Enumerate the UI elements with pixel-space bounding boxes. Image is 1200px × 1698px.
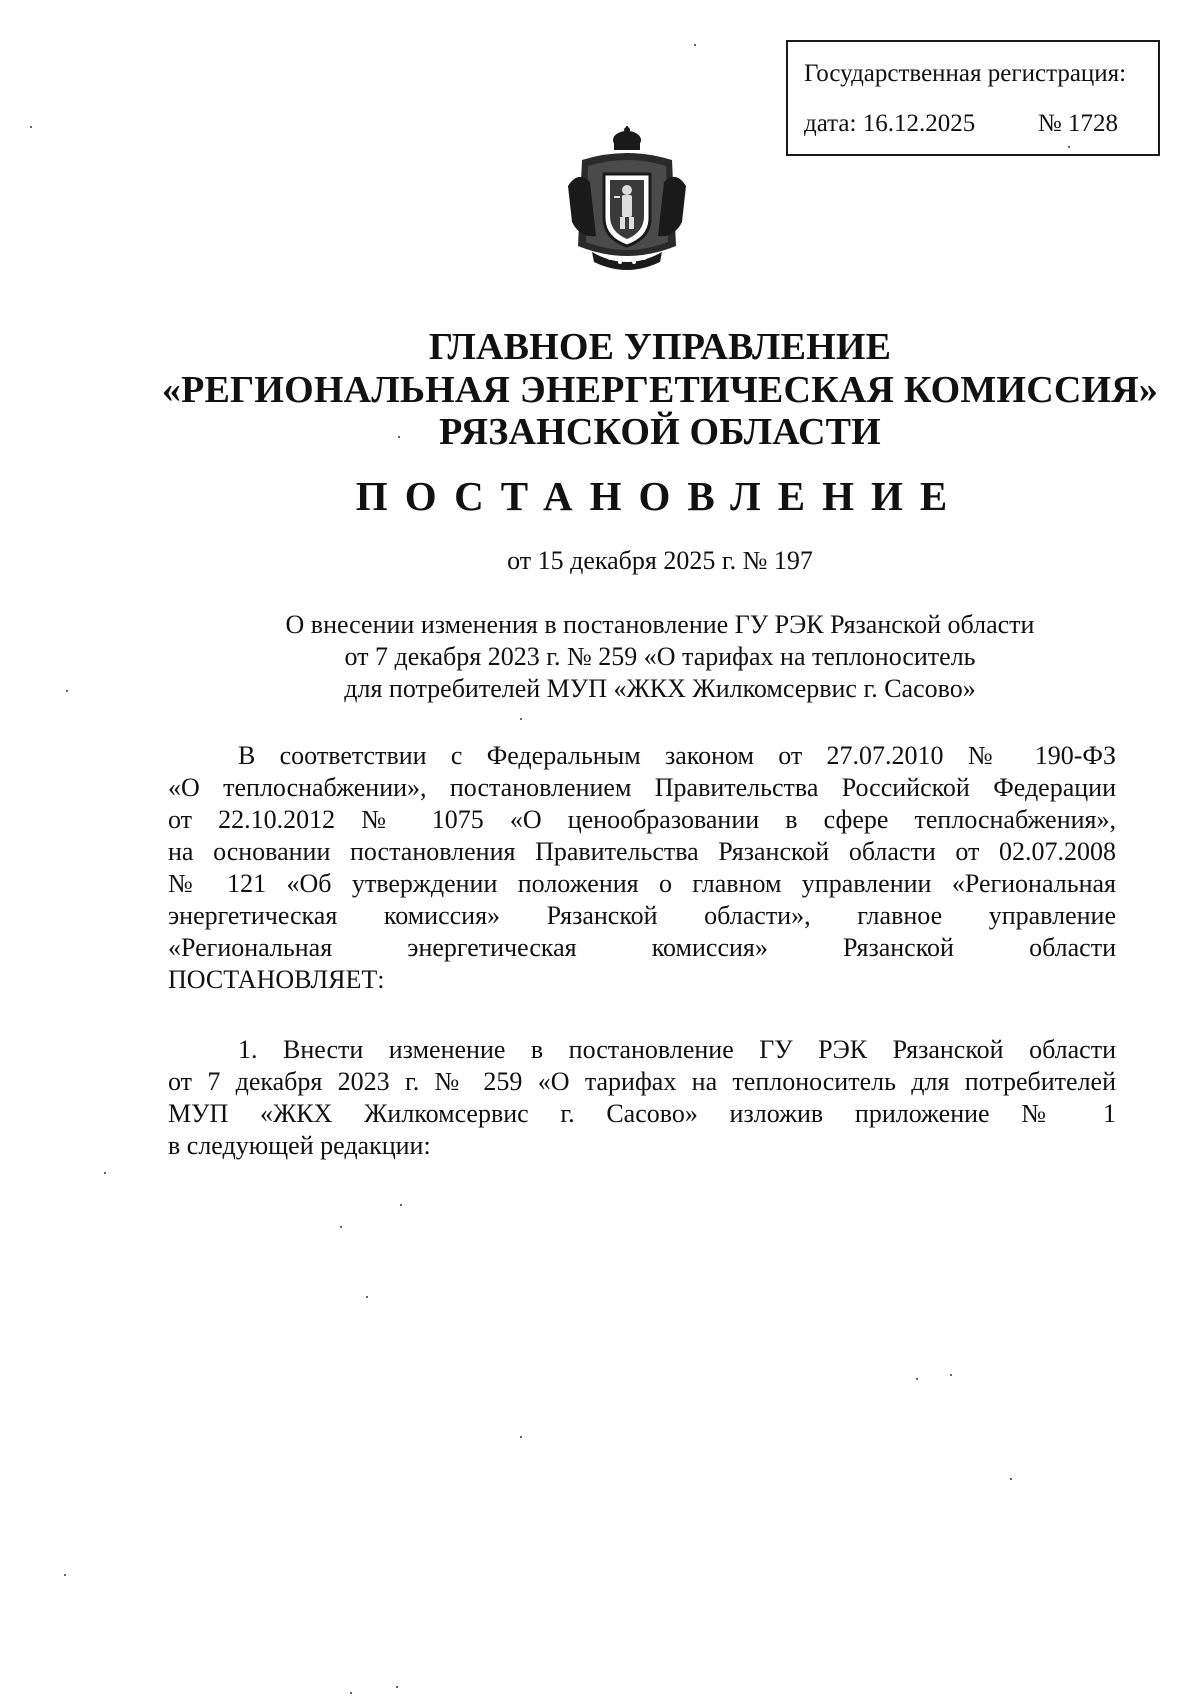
document-date-number: от 15 декабря 2025 г. № 197 (507, 546, 813, 575)
scan-speck (30, 126, 32, 128)
scan-speck (1010, 1478, 1012, 1480)
paragraph-line: «Региональная энергетическая комиссия» Рязанской области (168, 933, 1116, 962)
paragraph-line: на основании постановления Правительства Рязанской области от 02.07.2008 (168, 837, 1116, 866)
scan-speck (520, 718, 522, 720)
scan-speck (520, 1436, 522, 1438)
scan-speck (340, 1226, 342, 1228)
registration-title: Государственная регистрация: (804, 60, 1127, 87)
paragraph-line: от 22.10.2012 № 1075 «О ценообразовании в сфере теплоснабжения», (168, 805, 1116, 834)
scan-speck (66, 690, 68, 692)
scan-speck (104, 1172, 106, 1174)
scan-speck (350, 1692, 352, 1694)
paragraph-line: В соответствии с Федеральным законом от 27.07.2010 № 190-ФЗ (238, 741, 1116, 770)
scan-speck (400, 1204, 402, 1206)
paragraph-line: энергетическая комиссия» Рязанской области», главное управление (168, 901, 1116, 930)
paragraph-line: в следующей редакции: (168, 1131, 431, 1160)
scan-speck (950, 1374, 952, 1376)
registration-number: № 1728 (1037, 110, 1118, 137)
scan-speck (396, 1686, 398, 1688)
subject-line: для потребителей МУП «ЖКХ Жилкомсервис г. Сасово» (344, 674, 976, 703)
scan-speck (694, 44, 696, 46)
scan-speck (64, 1574, 66, 1576)
registration-date: дата: 16.12.2025 (804, 110, 976, 137)
paragraph-line: от 7 декабря 2023 г. № 259 «О тарифах на теплоноситель для потребителей (168, 1067, 1116, 1096)
paragraph-line: МУП «ЖКХ Жилкомсервис г. Сасово» изложив приложение № 1 (168, 1099, 1116, 1128)
subject-line: О внесении изменения в постановление ГУ РЭК Рязанской области (285, 610, 1035, 639)
subject-line: от 7 декабря 2023 г. № 259 «О тарифах на теплоноситель (344, 642, 976, 671)
coat-of-arms-icon (562, 126, 692, 278)
paragraph-line: «О теплоснабжении», постановлением Правительства Российской Федерации (168, 773, 1116, 802)
paragraph-line: ПОСТАНОВЛЯЕТ: (168, 965, 385, 994)
organization-name-line-2: «РЕГИОНАЛЬНАЯ ЭНЕРГЕТИЧЕСКАЯ КОМИССИЯ» (161, 369, 1159, 411)
registration-stamp (786, 40, 1160, 156)
scan-speck (916, 1378, 918, 1380)
scan-speck (366, 1296, 368, 1298)
document-type-heading: ПОСТАНОВЛЕНИЕ (355, 473, 965, 519)
scan-speck (1068, 146, 1070, 148)
scan-speck (398, 436, 400, 438)
paragraph-line: № 121 «Об утверждении положения о главном управлении «Региональная (168, 869, 1116, 898)
organization-name-line-3: РЯЗАНСКОЙ ОБЛАСТИ (439, 411, 881, 453)
organization-name-line-1: ГЛАВНОЕ УПРАВЛЕНИЕ (428, 326, 892, 368)
paragraph-line: 1. Внести изменение в постановление ГУ РЭК Рязанской области (238, 1035, 1116, 1064)
